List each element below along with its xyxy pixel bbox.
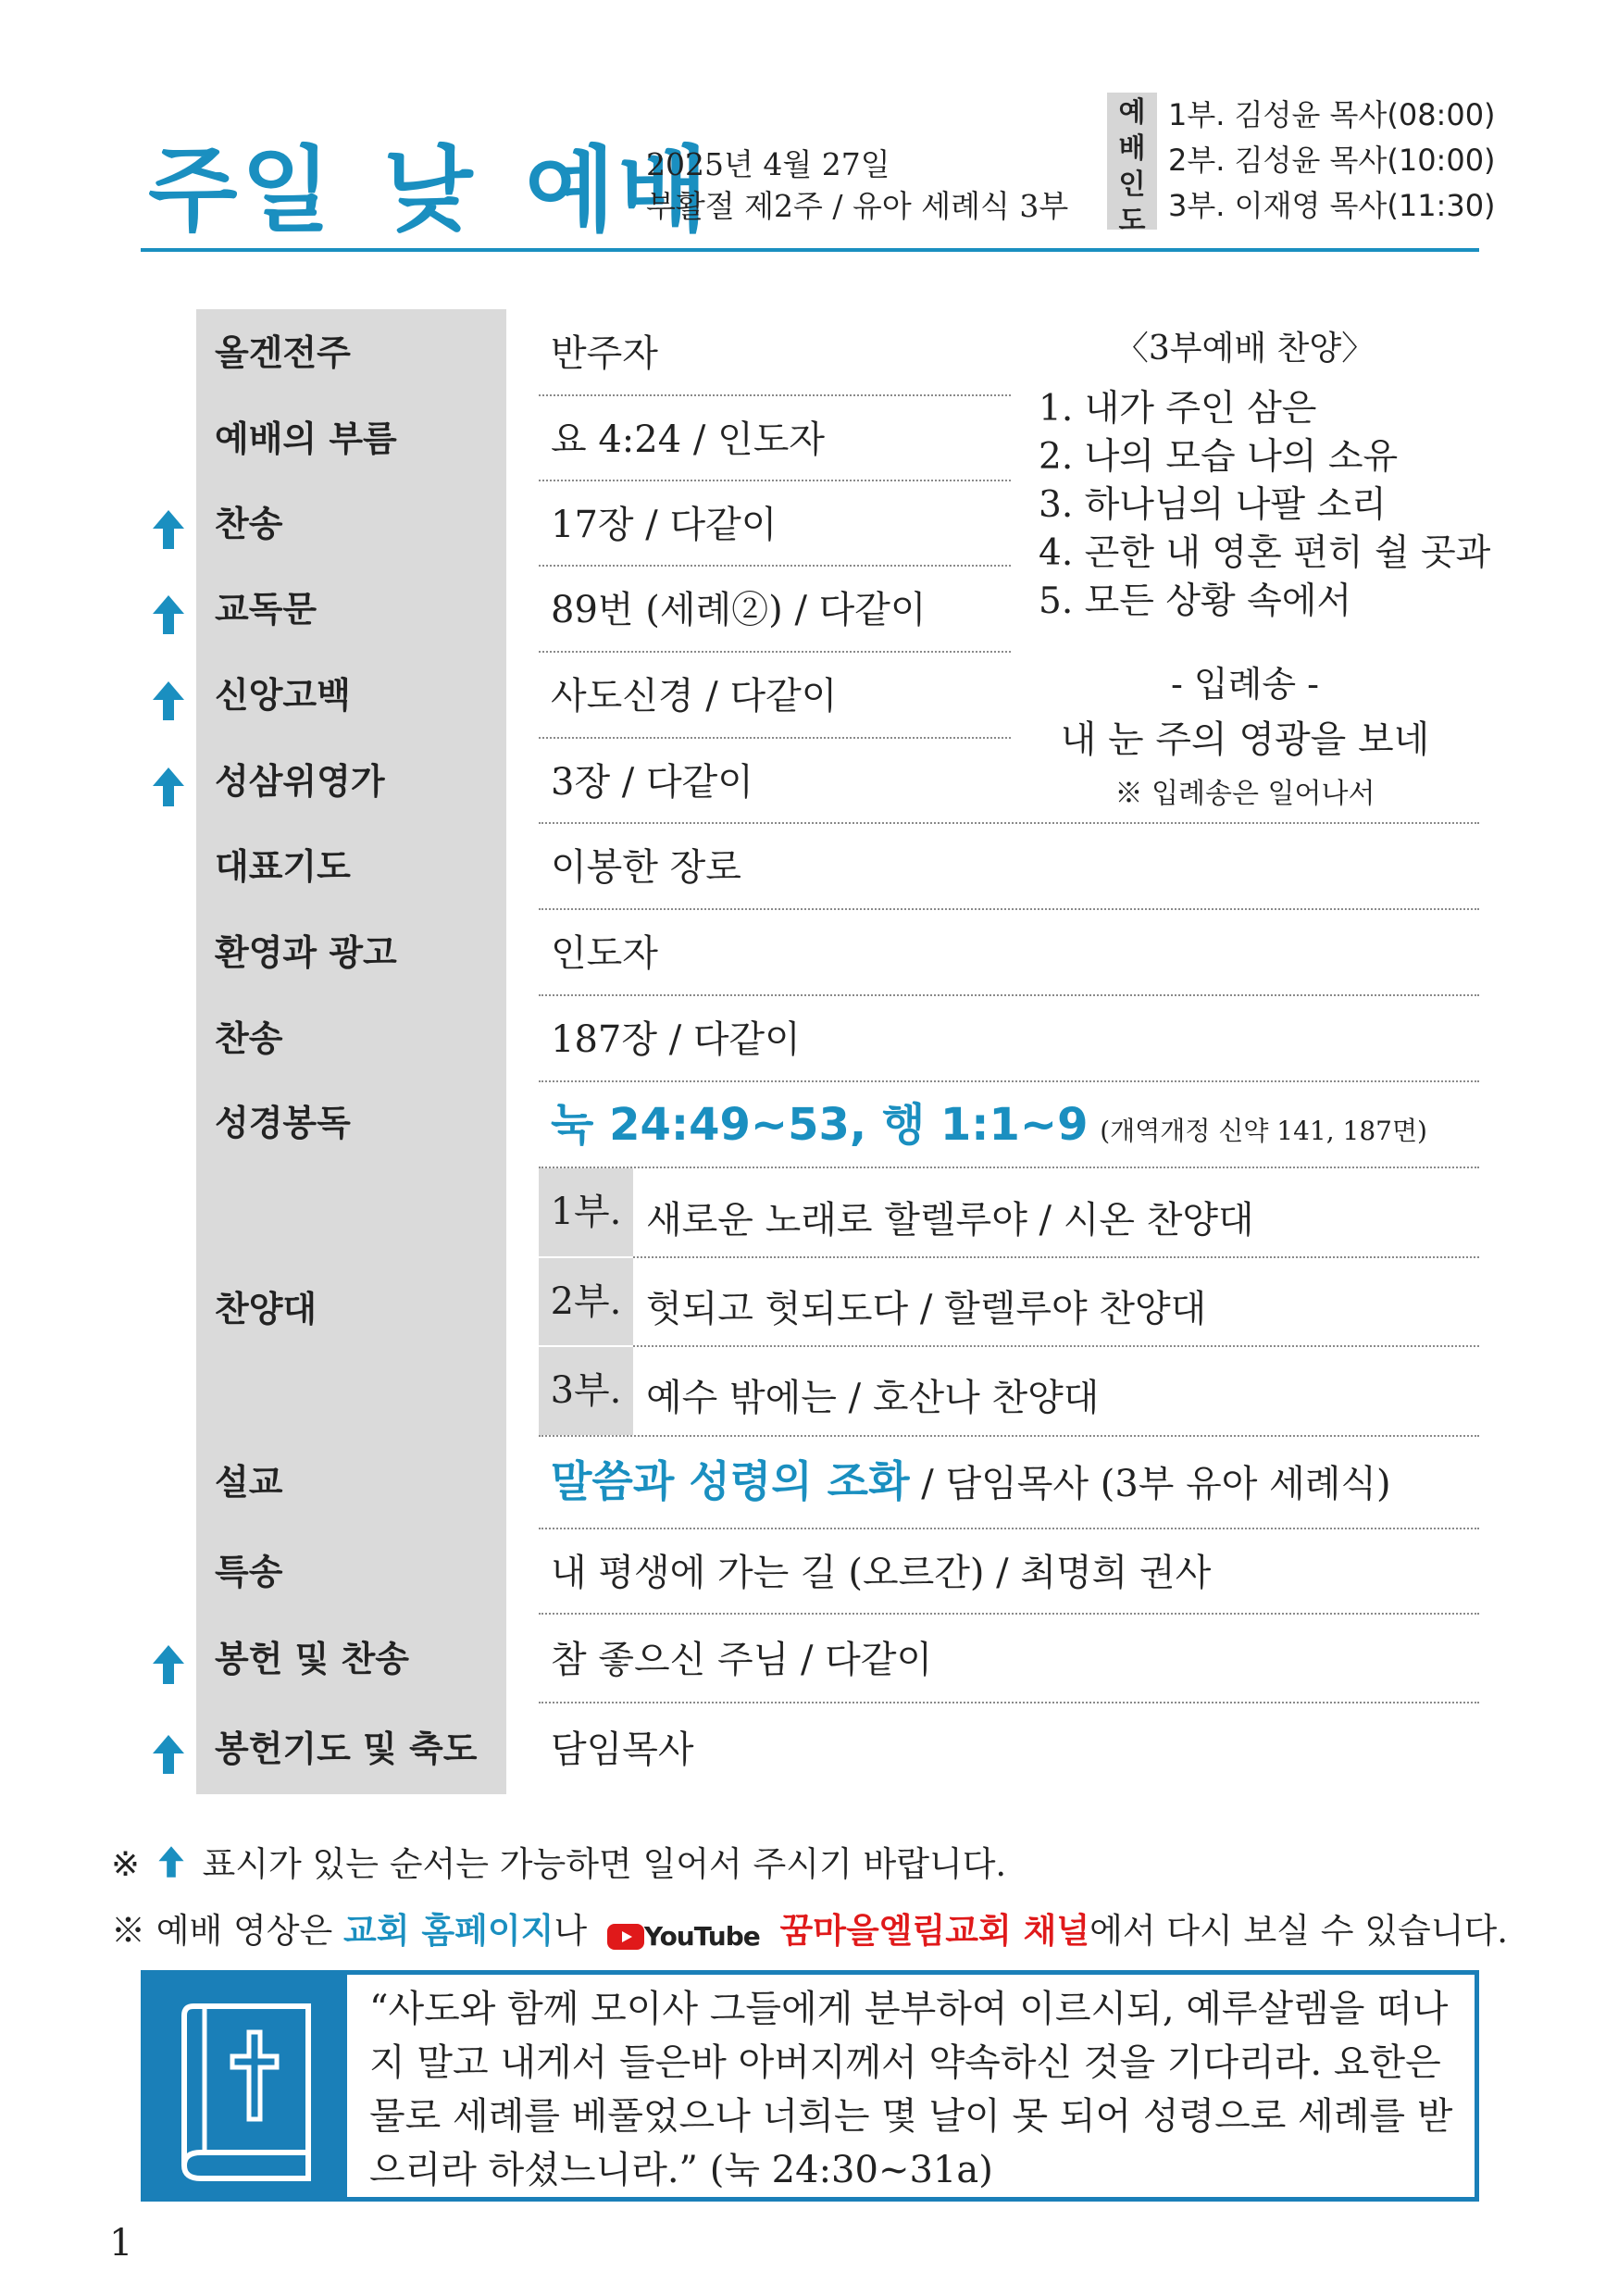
- order-label: 환영과 광고: [215, 932, 397, 973]
- divider: [539, 480, 1011, 481]
- divider: [539, 1435, 1479, 1437]
- stand-up-arrow-icon: [150, 766, 187, 808]
- page-title: 주일 낮 예배: [148, 136, 712, 244]
- order-value: 89번 (세례②) / 다같이: [551, 589, 927, 631]
- youtube-play-icon: [607, 1924, 644, 1950]
- order-label: 성삼위영가: [215, 761, 385, 802]
- order-label: 봉헌 및 찬송: [215, 1639, 409, 1679]
- order-label: 성경봉독: [215, 1103, 351, 1143]
- divider: [539, 1613, 1479, 1615]
- verse-box-side: [145, 1975, 347, 2197]
- sermon-preacher: / 담임목사 (3부 유아 세례식): [921, 1463, 1391, 1505]
- header-divider: [141, 248, 1479, 252]
- order-value: [551, 1089, 1427, 1153]
- entry-song-note: ※ 입례송은 일어나서: [1114, 778, 1375, 810]
- choir-part: 3부.: [539, 1347, 633, 1435]
- divider: [633, 1345, 1479, 1347]
- divider: [539, 1528, 1479, 1529]
- hymn-item: 2. 나의 모습 나의 소유: [1039, 436, 1399, 478]
- divider: [539, 737, 1011, 739]
- verse-box: [141, 1970, 1479, 2202]
- order-label: 찬양대: [215, 1289, 317, 1329]
- stand-note: [111, 1836, 1006, 1886]
- sermon-title: 말씀과 성령의 조화: [551, 1456, 910, 1506]
- video-note-prefix: ※ 예배 영상은: [111, 1911, 333, 1951]
- hymn-item: 1. 내가 주인 삼은: [1039, 388, 1317, 430]
- leader-tag-char: 도: [1118, 205, 1146, 237]
- order-value: 반주자: [551, 332, 658, 375]
- order-value: 187장 / 다같이: [551, 1018, 801, 1061]
- divider: [539, 822, 1479, 824]
- divider: [539, 651, 1011, 653]
- hymn-item: 5. 모든 상황 속에서: [1039, 580, 1352, 622]
- hymn-list-title: 〈3부예배 찬양〉: [1114, 330, 1375, 368]
- choir-text: 예수 밖에는 / 호산나 찬양대: [646, 1377, 1100, 1419]
- youtube-wordmark: YouTube: [643, 1921, 760, 1952]
- homepage-link[interactable]: 교회 홈페이지: [343, 1911, 554, 1951]
- service-subtitle: 부활절 제2주 / 유아 세례식 3부: [646, 188, 1069, 224]
- leader-tag-char: 배: [1118, 132, 1146, 165]
- divider: [539, 908, 1479, 910]
- order-label: 찬송: [215, 504, 283, 544]
- stand-up-arrow-icon: [150, 593, 187, 636]
- choir-part: 1부.: [539, 1168, 633, 1256]
- note-mark: ※: [111, 1844, 141, 1884]
- divider: [633, 1256, 1479, 1258]
- order-value: 담임목사: [551, 1728, 694, 1771]
- stand-up-arrow-icon: [150, 1733, 187, 1776]
- video-note-mid: 나: [554, 1911, 588, 1951]
- order-value: 17장 / 다같이: [551, 504, 778, 546]
- order-value: 3장 / 다같이: [551, 761, 753, 804]
- leader-tag-char: 인: [1118, 168, 1146, 201]
- stand-up-arrow-icon: [156, 1844, 186, 1879]
- scripture-page: (개역개정 신약 141, 187면): [1100, 1116, 1427, 1146]
- video-note-suffix: 에서 다시 보실 수 있습니다.: [1089, 1911, 1509, 1951]
- stand-up-arrow-icon: [150, 680, 187, 722]
- youtube-channel-link[interactable]: 꿈마을엘림교회 채널: [779, 1911, 1090, 1951]
- divider: [539, 1080, 1479, 1082]
- order-label: 찬송: [215, 1018, 283, 1059]
- order-label: 신앙고백: [215, 675, 351, 716]
- leader-tag-char: 예: [1118, 96, 1146, 129]
- order-label: 설교: [215, 1462, 283, 1503]
- youtube-logo: [607, 1914, 760, 1953]
- verse-text: “사도와 함께 모이사 그들에게 분부하여 이르시되, 예루살렘을 떠나지 말고 내게서 들은바 아버지께서 약속하신 것을 기다리라. 요한은 물로 세례를 베풀었으나 너희는 몇 날이 못 되어 성령으로 세례를 받으리라 하셨느니라.” (눅 24:30~31a): [369, 1988, 1453, 2191]
- divider: [539, 1702, 1479, 1703]
- divider: [539, 994, 1479, 996]
- hymn-item: 4. 곤한 내 영혼 편히 쉴 곳과: [1039, 532, 1491, 574]
- order-label: 특송: [215, 1552, 283, 1592]
- order-label: 올겐전주: [215, 332, 351, 373]
- stand-up-arrow-icon: [150, 508, 187, 551]
- order-label: 예배의 부름: [215, 418, 397, 459]
- order-value: 내 평생에 가는 길 (오르간) / 최명희 권사: [551, 1552, 1212, 1594]
- leader-item: 1부. 김성윤 목사(08:00): [1168, 97, 1496, 132]
- divider: [539, 1167, 1479, 1168]
- leader-tag: [1107, 93, 1157, 237]
- order-value: 참 좋으신 주님 / 다같이: [551, 1639, 933, 1681]
- stand-up-arrow-icon: [150, 1643, 187, 1686]
- order-value: 인도자: [551, 932, 658, 975]
- page-number: 1: [109, 2222, 133, 2265]
- scripture-reference: 눅 24:49~53, 행 1:1~9: [551, 1099, 1089, 1151]
- order-label: 대표기도: [215, 846, 351, 887]
- order-value: [551, 1448, 1391, 1509]
- leader-item: 2부. 김성윤 목사(10:00): [1168, 143, 1496, 178]
- order-value: 요 4:24 / 인도자: [551, 418, 826, 461]
- hymn-list: [1039, 385, 1490, 626]
- choir-text: 새로운 노래로 할렐루야 / 시온 찬양대: [646, 1199, 1254, 1242]
- order-label: 봉헌기도 및 축도: [215, 1728, 478, 1769]
- stand-note-text: 표시가 있는 순서는 가능하면 일어서 주시기 바랍니다.: [202, 1844, 1007, 1884]
- leader-list: [1168, 93, 1496, 229]
- choir-part: 2부.: [539, 1258, 633, 1345]
- hymn-item: 3. 하나님의 나팔 소리: [1039, 484, 1387, 526]
- bible-icon: [145, 1975, 347, 2197]
- order-label: 교독문: [215, 589, 317, 630]
- divider: [539, 565, 1011, 567]
- order-value: 이봉한 장로: [551, 846, 741, 889]
- leader-item: 3부. 이재영 목사(11:30): [1168, 188, 1496, 223]
- choir-text: 헛되고 헛되도다 / 할렐루야 찬양대: [646, 1288, 1207, 1330]
- entry-song: 내 눈 주의 영광을 보네: [1060, 718, 1430, 761]
- video-note: [111, 1903, 1508, 1953]
- service-date: 2025년 4월 27일: [646, 146, 890, 182]
- order-value: 사도신경 / 다같이: [551, 675, 838, 718]
- entry-song-title: - 입례송 -: [1171, 664, 1319, 705]
- divider: [539, 394, 1011, 396]
